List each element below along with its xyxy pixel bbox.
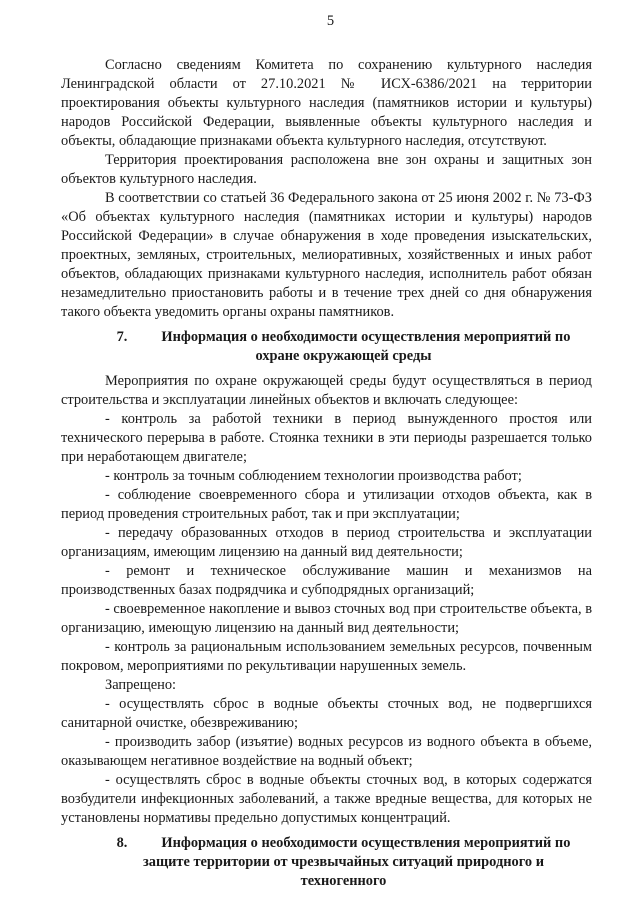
- list-item: - контроль за точным соблюдением технологии производства работ;: [105, 468, 522, 484]
- list-item: - осуществлять сброс в водные объекты сточных вод, в которых содержатся возбудители инфекционных заболеваний, а также вредные вещества, для которых не установлены нормативы предельно допустимых концентраций.: [61, 772, 592, 826]
- paragraph: В соответствии со статьей 36 Федерального закона от 25 июня 2002 г. № 73-ФЗ «Об объектах культурного наследия (памятниках истории и культуры) народов Российской Федерации» в случае обнаружения в ходе проведения изыскательских, проектных, земляных, строительных, мелиоративных, хозяйственных и иных работ объектов, обладающих признаками культурного наследия, исполнитель работ обязан незамедлительно приостановить работы и в течение трех дней со дня обнаружения такого объекта уведомить органы охраны памятников.: [61, 190, 592, 320]
- section-7-body: [61, 372, 592, 828]
- section-number: 7.: [116, 329, 128, 345]
- paragraph: Мероприятия по охране окружающей среды будут осуществляться в период строительства и эксплуатации линейных объектов и включать следующее:: [61, 373, 592, 408]
- section-title-line: Информация о необходимости осуществления мероприятий по: [161, 329, 571, 345]
- section-7-heading: [61, 328, 592, 366]
- paragraph: Территория проектирования расположена вне зон охраны и защитных зон объектов культурного наследия.: [61, 152, 592, 187]
- section-title-line: Информация о необходимости осуществления мероприятий по: [161, 835, 571, 851]
- section-8-heading: [61, 834, 592, 891]
- section-title-line: защите территории от чрезвычайных ситуаций природного и техногенного: [142, 854, 544, 889]
- list-item: - соблюдение своевременного сбора и утилизации отходов объекта, как в период проведения строительных работ, так и при эксплуатации;: [61, 487, 592, 522]
- list-item: - ремонт и техническое обслуживание машин и механизмов на производственных базах подрядчика и субподрядных организаций;: [61, 563, 592, 598]
- list-item: - контроль за работой техники в период вынужденного простоя или технического перерыва в работе. Стоянка техники в эти периоды разрешается только при неработающем двигателе;: [61, 411, 592, 465]
- section-number: 8.: [116, 835, 128, 851]
- list-item: - контроль за рациональным использованием земельных ресурсов, почвенным покровом, мероприятиями по рекультивации нарушенных земель.: [61, 639, 592, 674]
- list-item: - своевременное накопление и вывоз сточных вод при строительстве объекта, в организацию, имеющую лицензию на данный вид деятельности;: [61, 601, 592, 636]
- list-item: - осуществлять сброс в водные объекты сточных вод, не подвергшихся санитарной очистке, обезвреживанию;: [61, 696, 592, 731]
- list-item: - передачу образованных отходов в период строительства и эксплуатации организациям, имеющим лицензию на данный вид деятельности;: [61, 525, 592, 560]
- page-number: 5: [326, 13, 335, 29]
- paragraph: Запрещено:: [105, 677, 177, 693]
- section-title-line: охране окружающей среды: [255, 348, 432, 364]
- intro-section: [61, 56, 592, 322]
- paragraph: Согласно сведениям Комитета по сохранению культурного наследия Ленинградской области от 27.10.2021 № ИСХ-6386/2021 на территории проектирования объекты культурного наследия (памятников истории и культуры) народов Российской Федерации, выявленные объекты культурного наследия и объекты, обладающие признаками объекта культурного наследия, отсутствуют.: [61, 57, 592, 149]
- list-item: - производить забор (изъятие) водных ресурсов из водного объекта в объеме, оказывающем негативное воздействие на водный объект;: [61, 734, 592, 769]
